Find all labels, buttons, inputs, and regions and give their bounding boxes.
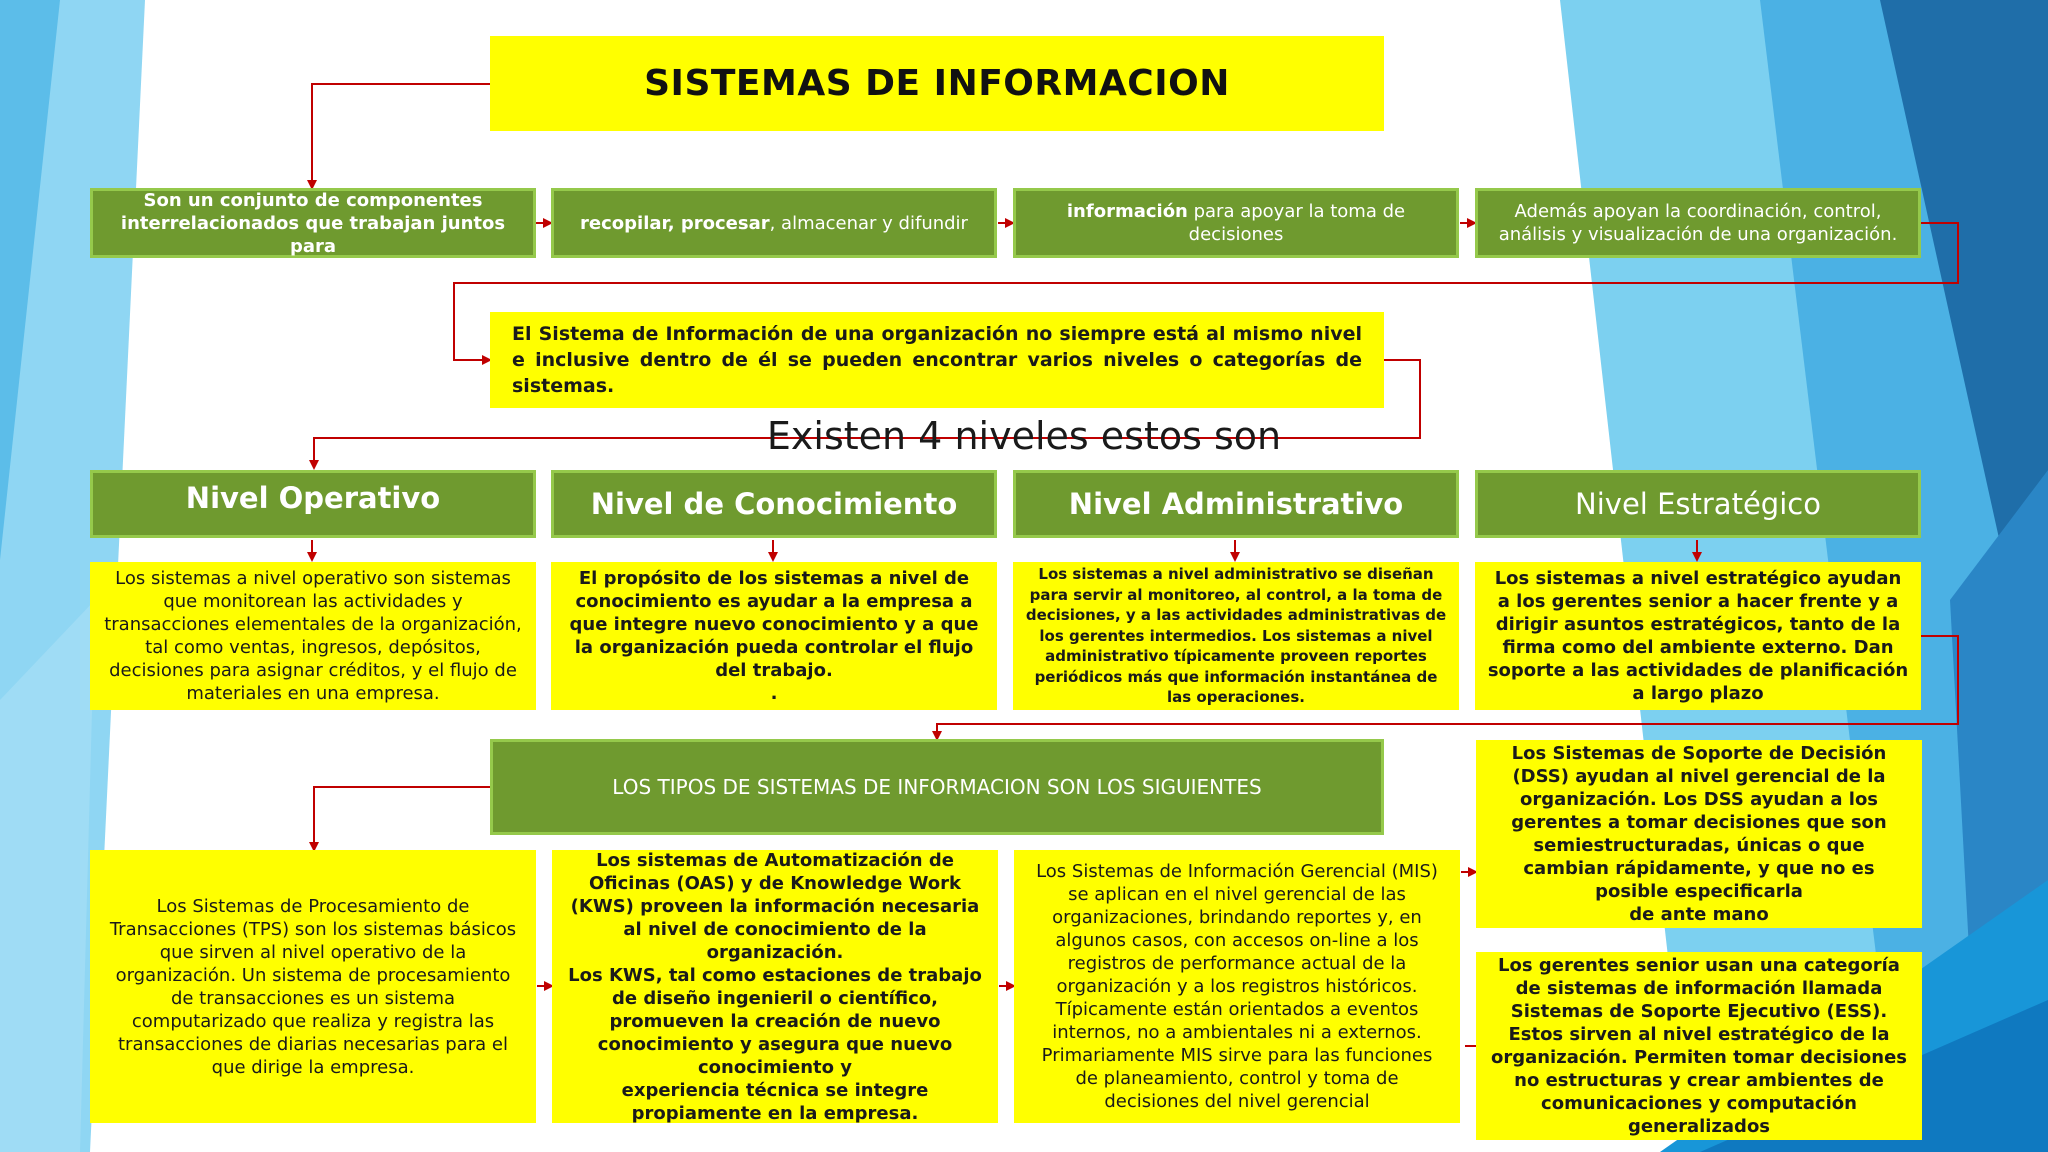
definition-box (90, 188, 536, 258)
level-header-operativo: Nivel Operativo (90, 470, 536, 538)
page-title: SISTEMAS DE INFORMACION (644, 63, 1230, 104)
level-header-conocimiento: Nivel de Conocimiento (551, 470, 997, 538)
purpose-box (1013, 188, 1459, 258)
types-header-box (490, 739, 1384, 835)
coordination-box (1475, 188, 1921, 258)
functions-text: recopilar, procesar, almacenar y difundir (580, 212, 968, 234)
level-text-operativo: Los sistemas a nivel operativo son sistemas que monitorean las actividades y transacciones elementales de la organización, tal como ventas, ingresos, depósitos, decisiones para asignar créditos, y el flujo de materiales en una empresa. (90, 562, 536, 710)
level-text-estrategico: Los sistemas a nivel estratégico ayudan a los gerentes senior a hacer frente y a dirigir asuntos estratégicos, tanto de la firma como del ambiente externo. Dan soporte a las actividades de planificación a largo plazo (1475, 562, 1921, 710)
level-header-estrategico: Nivel Estratégico (1475, 470, 1921, 538)
types-header-text: LOS TIPOS DE SISTEMAS DE INFORMACION SON LOS SIGUIENTES (612, 775, 1262, 799)
dss-box: Los Sistemas de Soporte de Decisión (DSS) ayudan al nivel gerencial de la organización. Los DSS ayudan a los gerentes a tomar decisiones que son semiestructuradas, únicas o que cambian rápidamente, y que no es posible especificarla de ante mano (1476, 740, 1922, 928)
levels-caption: Existen 4 niveles estos son (766, 414, 1282, 458)
title-box (490, 36, 1384, 131)
statement-box (490, 312, 1384, 408)
mis-box: Los Sistemas de Información Gerencial (MIS) se aplican en el nivel gerencial de las organizaciones, brindando reportes y, en algunos casos, con accesos on-line a los registros de performance actual de la organización y a los registros históricos. Típicamente están orientados a eventos internos, no a ambientales ni a externos. Primariamente MIS sirve para las funciones de planeamiento, control y toma de decisiones del nivel gerencial (1014, 850, 1460, 1123)
level-text-administrativo: Los sistemas a nivel administrativo se diseñan para servir al monitoreo, al control, a la toma de decisiones, y a las actividades administrativas de los gerentes intermedios. Los sistemas a nivel administrativo típicamente proveen reportes periódicos más que información instantánea de las operaciones. (1013, 562, 1459, 710)
ess-box: Los gerentes senior usan una categoría de sistemas de información llamada Sistemas de Soporte Ejecutivo (ESS). Estos sirven al nivel estratégico de la organización. Permiten tomar decisiones no estructuras y crear ambientes de comunicaciones y computación generalizados (1476, 952, 1922, 1140)
tps-box: Los Sistemas de Procesamiento de Transacciones (TPS) son los sistemas básicos que sirven al nivel operativo de la organización. Un sistema de procesamiento de transacciones es un sistema computarizado que realiza y registra las transacciones de diarias necesarias para el que dirige la empresa. (90, 850, 536, 1123)
oas-kws-box: Los sistemas de Automatización de Oficinas (OAS) y de Knowledge Work (KWS) proveen la información necesaria al nivel de conocimiento de la organización. Los KWS, tal como estaciones de trabajo de diseño ingenieril o científico, promueven la creación de nuevo conocimiento y asegura que nuevo conocimiento y experiencia técnica se integre propiamente en la empresa. (552, 850, 998, 1123)
definition-text: Son un conjunto de componentes interrelacionados que trabajan juntos para (120, 189, 506, 257)
functions-box (551, 188, 997, 258)
statement-text: El Sistema de Información de una organización no siempre está al mismo nivel e inclusive dentro de él se pueden encontrar varios niveles o categorías de sistemas. (512, 323, 1362, 397)
level-header-administrativo: Nivel Administrativo (1013, 470, 1459, 538)
level-text-conocimiento: El propósito de los sistemas a nivel de conocimiento es ayudar a la empresa a que integre nuevo conocimiento y a que la organización pueda controlar el flujo del trabajo. . (551, 562, 997, 710)
coordination-text: Además apoyan la coordinación, control, análisis y visualización de una organización. (1498, 201, 1898, 245)
purpose-text: información para apoyar la toma de decisiones (1066, 201, 1406, 245)
